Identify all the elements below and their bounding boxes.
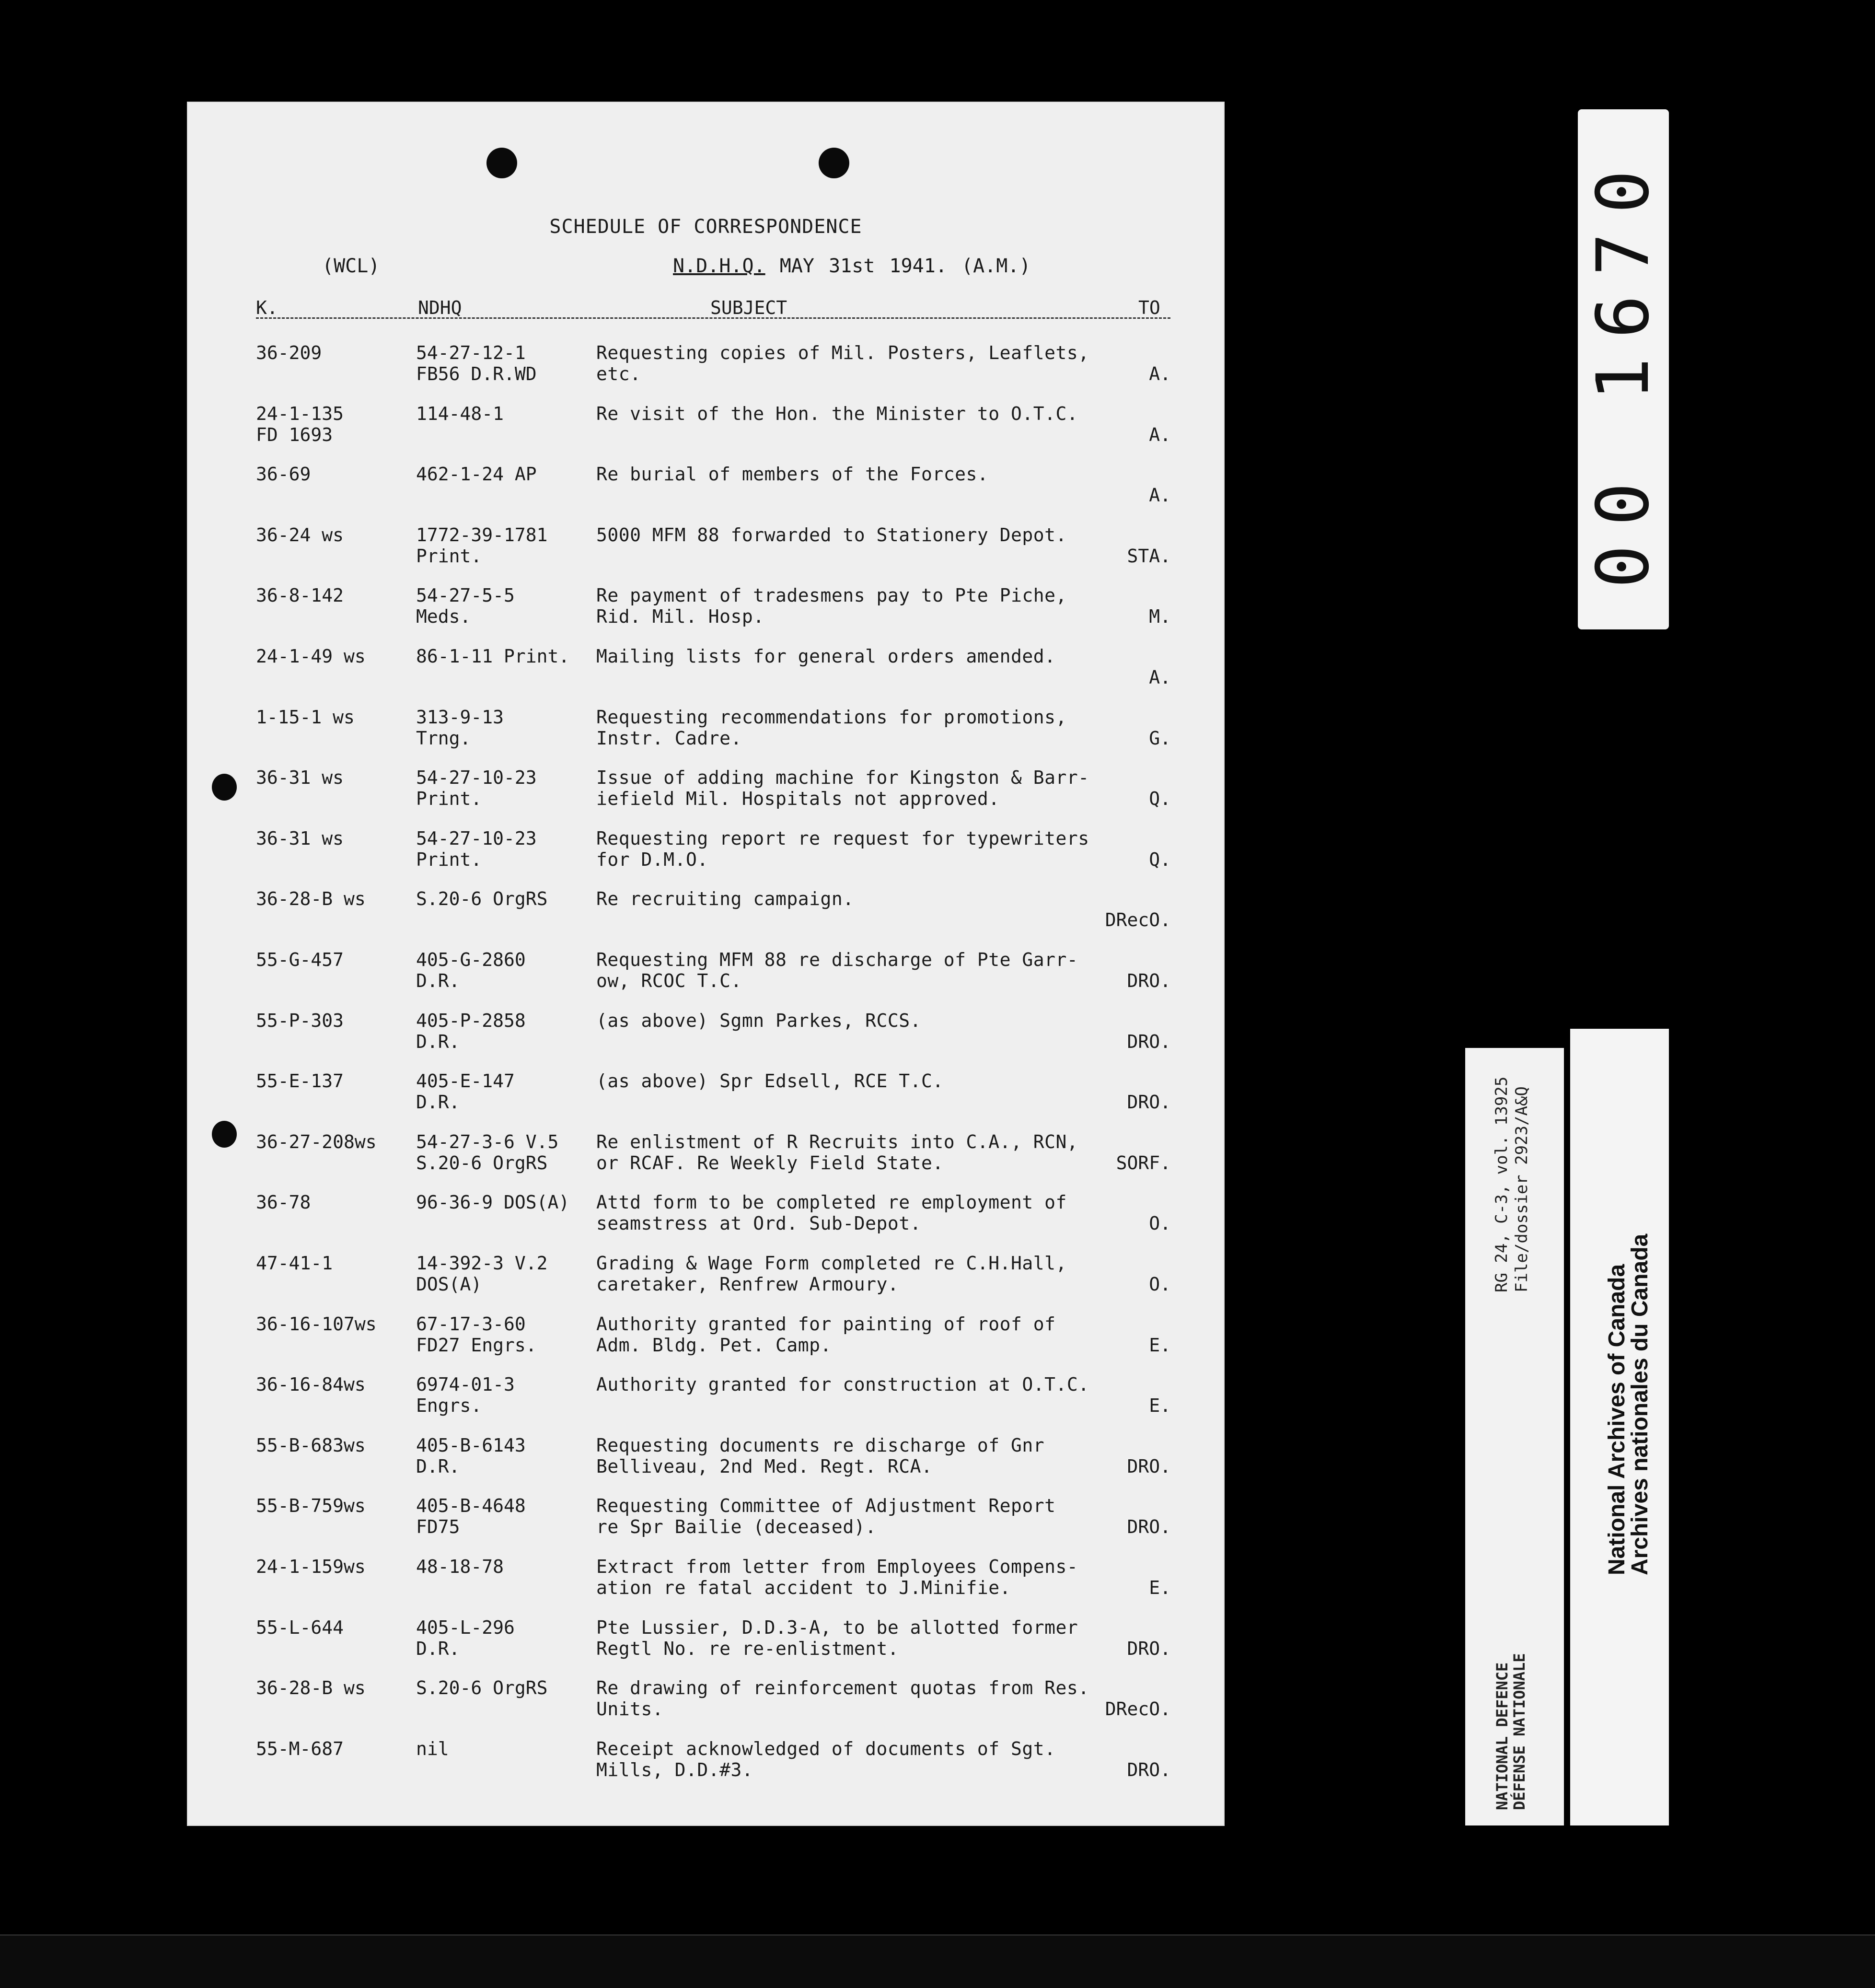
cell-subject: Requesting report re request for typewriters for D.M.O. [596,827,1089,870]
table-row [188,1010,1224,1067]
cell-to: DRO. [1127,1031,1171,1052]
cell-k: 36-28-B ws [256,888,366,910]
cell-to: A. [1149,667,1171,688]
cell-k: 55-P-303 [256,1010,344,1031]
table-row [188,1253,1224,1309]
cell-subject: Requesting recommendations for promotions, Instr. Cadre. [596,706,1067,749]
cell-subject: Issue of adding machine for Kingston & Barr- iefield Mil. Hospitals not approved. [596,767,1089,810]
header-initials: (WCL) [322,255,380,277]
cell-subject: Re recruiting campaign. [596,888,854,910]
cell-subject: Authority granted for painting of roof of Adm. Bldg. Pet. Camp. [596,1313,1056,1356]
cell-ndhq: 313-9-13 Trng. [416,706,504,749]
cell-to: O. [1149,1274,1171,1295]
cell-to: DRecO. [1105,909,1171,931]
cell-ndhq: S.20-6 OrgRS [416,888,548,910]
table-row [188,828,1224,884]
cell-ndhq: 405-P-2858 D.R. [416,1010,526,1052]
table-row [188,1070,1224,1127]
cell-ndhq: 14-392-3 V.2 DOS(A) [416,1253,548,1295]
archives-label [1570,1029,1669,1825]
cell-k: 55-B-759ws [256,1495,366,1517]
cell-ndhq: 405-L-296 D.R. [416,1616,515,1659]
cell-subject: (as above) Sgmn Parkes, RCCS. [596,1010,921,1031]
cell-to: E. [1149,1395,1171,1417]
cell-k: 36-28-B ws [256,1677,366,1699]
table-row [188,1617,1224,1674]
column-header-ndhq: NDHQ [418,297,462,318]
cell-ndhq: 96-36-9 DOS(A) [416,1192,570,1213]
cell-to: A. [1149,485,1171,506]
table-row [188,767,1224,824]
cell-k: 36-31 ws [256,767,344,789]
cell-subject: Pte Lussier, D.D.3-A, to be allotted former Regtl No. re re-enlistment. [596,1616,1078,1659]
cell-k: 55-M-687 [256,1738,344,1759]
table-row [188,403,1224,460]
cell-subject: Requesting copies of Mil. Posters, Leaflets, etc. [596,342,1089,384]
table-row [188,585,1224,641]
reference-label [1465,1048,1564,1825]
cell-to: DRO. [1127,1455,1171,1477]
cell-k: 36-16-84ws [256,1374,366,1395]
header-date-line [673,255,1031,277]
cell-ndhq: 54-27-5-5 Meds. [416,585,515,628]
table-row [188,1495,1224,1552]
cell-subject: Mailing lists for general orders amended. [596,646,1056,667]
header-ndhq: N.D.H.Q. [673,255,765,277]
frame-number: 00 1670 [1582,151,1665,588]
column-header-subject: SUBJECT [710,297,787,318]
cell-k: 55-L-644 [256,1616,344,1638]
cell-to: O. [1149,1213,1171,1234]
cell-ndhq: S.20-6 OrgRS [416,1677,548,1699]
department-french: DÉFENSE NATIONALE [1510,1653,1528,1810]
document-page [188,103,1224,1825]
cell-to: G. [1149,727,1171,749]
cell-k: 36-8-142 [256,585,344,606]
cell-k: 36-69 [256,464,311,485]
header-time: (A.M.) [961,255,1031,277]
cell-k: 47-41-1 [256,1253,333,1274]
reference-volume: RG 24, C-3, vol. 13925 [1492,1076,1511,1292]
table-row [188,464,1224,520]
cell-ndhq: 462-1-24 AP [416,464,537,485]
cell-k: 36-16-107ws [256,1313,377,1335]
table-row [188,888,1224,945]
table-row [188,524,1224,581]
cell-ndhq: 6974-01-3 Engrs. [416,1374,515,1417]
cell-to: A. [1149,363,1171,384]
cell-k: 24-1-135 FD 1693 [256,403,344,445]
cell-ndhq: 48-18-78 [416,1556,504,1577]
cell-ndhq: 405-B-6143 D.R. [416,1434,526,1477]
column-header-to: TO [1138,297,1160,318]
cell-ndhq: 54-27-3-6 V.5 S.20-6 OrgRS [416,1131,559,1174]
cell-subject: Authority granted for construction at O.T.C. [596,1374,1089,1395]
cell-k: 36-209 [256,342,322,363]
cell-subject: Re drawing of reinforcement quotas from Res. Units. [596,1677,1089,1720]
table-row [188,1314,1224,1370]
cell-to: DRO. [1127,1092,1171,1113]
cell-ndhq: 67-17-3-60 FD27 Engrs. [416,1313,537,1356]
cell-to: SORF. [1116,1152,1171,1174]
table-row [188,342,1224,399]
table-row [188,646,1224,702]
table-row [188,1738,1224,1795]
cell-subject: Re visit of the Hon. the Minister to O.T.C. [596,403,1078,424]
table-row [188,1374,1224,1430]
cell-k: 55-B-683ws [256,1434,366,1456]
cell-to: DRecO. [1105,1698,1171,1720]
table-row [188,1435,1224,1491]
header-date: MAY 31st 1941. [779,255,947,277]
archives-name-french: Archives nationales du Canada [1627,1233,1653,1575]
department-english: NATIONAL DEFENCE [1493,1662,1511,1810]
cell-subject: (as above) Spr Edsell, RCE T.C. [596,1070,944,1092]
cell-subject: Requesting Committee of Adjustment Report re Spr Bailie (deceased). [596,1495,1056,1538]
cell-k: 55-E-137 [256,1070,344,1092]
table-row [188,1192,1224,1248]
table-row [188,1677,1224,1734]
cell-ndhq: 405-G-2860 D.R. [416,949,526,991]
cell-ndhq: 54-27-10-23 Print. [416,767,537,810]
table-row [188,1556,1224,1613]
cell-to: Q. [1149,788,1171,810]
cell-subject: 5000 MFM 88 forwarded to Stationery Depot. [596,524,1067,546]
cell-subject: Receipt acknowledged of documents of Sgt. Mills, D.D.#3. [596,1738,1056,1780]
cell-to: Q. [1149,849,1171,870]
cell-to: A. [1149,424,1171,445]
cell-to: DRO. [1127,970,1171,991]
cell-subject: Re burial of members of the Forces. [596,464,989,485]
cell-ndhq: 405-E-147 D.R. [416,1070,515,1113]
film-bottom-band [0,1934,1875,1988]
cell-k: 55-G-457 [256,949,344,970]
punch-hole-left [486,148,517,178]
cell-subject: Requesting MFM 88 re discharge of Pte Garr- ow, RCOC T.C. [596,949,1078,991]
punch-hole-right [819,148,849,178]
frame-number-label [1578,109,1669,629]
cell-to: STA. [1127,545,1171,567]
cell-to: M. [1149,606,1171,628]
cell-ndhq: 114-48-1 [416,403,504,424]
cell-subject: Grading & Wage Form completed re C.H.Hall, caretaker, Renfrew Armoury. [596,1253,1067,1295]
cell-subject: Requesting documents re discharge of Gnr Belliveau, 2nd Med. Regt. RCA. [596,1434,1045,1477]
cell-ndhq: 54-27-10-23 Print. [416,827,537,870]
header-underline [256,317,1170,319]
reference-file: File/dossier 2923/A&Q [1512,1086,1531,1292]
cell-k: 36-24 ws [256,524,344,546]
cell-k: 36-78 [256,1192,311,1213]
cell-k: 36-27-208ws [256,1131,377,1152]
cell-subject: Re enlistment of R Recruits into C.A., RCN, or RCAF. Re Weekly Field State. [596,1131,1078,1174]
cell-ndhq: 54-27-12-1 FB56 D.R.WD [416,342,537,384]
cell-to: E. [1149,1577,1171,1598]
cell-subject: Extract from letter from Employees Compens- ation re fatal accident to J.Minifie. [596,1556,1078,1598]
table-row [188,1131,1224,1188]
cell-subject: Attd form to be completed re employment of seamstress at Ord. Sub-Depot. [596,1192,1067,1234]
cell-ndhq: 405-B-4648 FD75 [416,1495,526,1538]
cell-ndhq: 86-1-11 Print. [416,646,570,667]
cell-subject: Re payment of tradesmens pay to Pte Piche, Rid. Mil. Hosp. [596,585,1067,628]
cell-to: E. [1149,1334,1171,1356]
archives-name-english: National Archives of Canada [1604,1264,1630,1575]
cell-to: DRO. [1127,1638,1171,1659]
cell-to: DRO. [1127,1516,1171,1538]
cell-k: 36-31 ws [256,827,344,849]
table-row [188,949,1224,1006]
cell-ndhq: nil [416,1738,449,1759]
table-row [188,707,1224,763]
cell-k: 1-15-1 ws [256,706,355,728]
cell-ndhq: 1772-39-1781 Print. [416,524,548,567]
cell-k: 24-1-49 ws [256,646,366,667]
document-title: SCHEDULE OF CORRESPONDENCE [549,216,862,238]
cell-to: DRO. [1127,1759,1171,1780]
column-header-k: K. [256,297,278,318]
cell-k: 24-1-159ws [256,1556,366,1577]
